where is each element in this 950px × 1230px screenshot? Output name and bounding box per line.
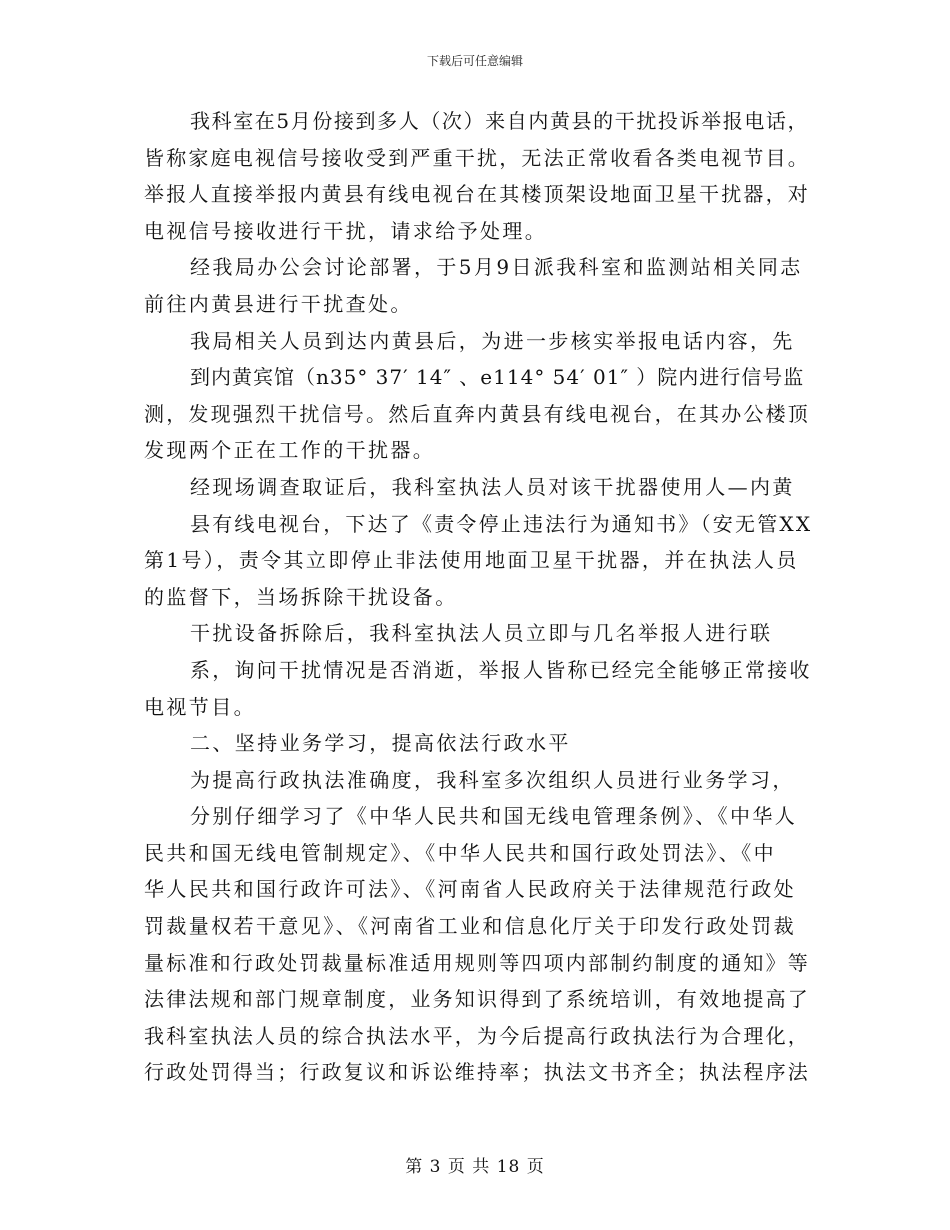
text-line: 到内黄宾馆（n35° 37′ 14″ 、e114° 54′ 01″ ）院内进行信号监 [190, 365, 805, 390]
text-line: 测，发现强烈干扰信号。然后直奔内黄县有线电视台，在其办公楼顶 [144, 401, 810, 426]
text-line: 为提高行政执法准确度，我科室多次组织人员进行业务学习， [190, 767, 795, 792]
text-line: 电视节目。 [144, 694, 256, 719]
text-line: 前往内黄县进行干扰查处。 [144, 291, 413, 316]
text-line: 经现场调查取证后，我科室执法人员对该干扰器使用人—内黄 [190, 474, 795, 499]
text-line: 系，询问干扰情况是否消逝，举报人皆称已经完全能够正常接收 [190, 657, 812, 682]
document-body [144, 103, 812, 1091]
text-line: 法律法规和部门规章制度，业务知识得到了系统培训，有效地提高了 [144, 987, 810, 1012]
text-line: 皆称家庭电视信号接收受到严重干扰，无法正常收看各类电视节目。 [144, 145, 810, 170]
text-line: 我局相关人员到达内黄县后，为进一步核实举报电话内容，先 [190, 328, 795, 353]
text-line: 行政处罚得当；行政复议和诉讼维持率；执法文书齐全；执法程序法 [144, 1060, 810, 1085]
text-line: 电视信号接收进行干扰，请求给予处理。 [144, 218, 548, 243]
text-line: 干扰设备拆除后，我科室执法人员立即与几名举报人进行联 [190, 621, 773, 646]
text-line: 县有线电视台，下达了《责令停止违法行为通知书》（安无管XX [190, 511, 813, 536]
text-line: 的监督下，当场拆除干扰设备。 [144, 584, 458, 609]
text-line: 发现两个正在工作的干扰器。 [144, 438, 436, 463]
page-header: 下载后可任意编辑 [426, 54, 523, 68]
text-line: 我科室执法人员的综合执法水平，为今后提高行政执法行为合理化， [144, 1023, 810, 1048]
text-line: 分别仔细学习了《中华人民共和国无线电管理条例》、《中华人 [190, 804, 798, 829]
text-line: 罚裁量权若干意见》、《河南省工业和信息化厅关于印发行政处罚裁 [144, 914, 796, 939]
text-line: 第1号），责令其立即停止非法使用地面卫星干扰器，并在执法人员 [144, 548, 799, 573]
text-line: 经我局办公会讨论部署，于5月9日派我科室和监测站相关同志 [190, 255, 803, 280]
text-line: 量标准和行政处罚裁量标准适用规则等四项内部制约制度的通知》等 [144, 950, 810, 975]
text-line: 举报人直接举报内黄县有线电视台在其楼顶架设地面卫星干扰器，对 [144, 182, 810, 207]
text-line: 民共和国无线电管制规定》、《中华人民共和国行政处罚法》、《中 [144, 840, 776, 865]
page-number: 第 3 页 共 18 页 [405, 1157, 545, 1177]
text-line: 我科室在5月份接到多人（次）来自内黄县的干扰投诉举报电话， [190, 109, 810, 133]
section-heading: 二、坚持业务学习，提高依法行政水平 [190, 731, 571, 756]
text-line: 华人民共和国行政许可法》、《河南省人民政府关于法律规范行政处 [144, 877, 796, 902]
